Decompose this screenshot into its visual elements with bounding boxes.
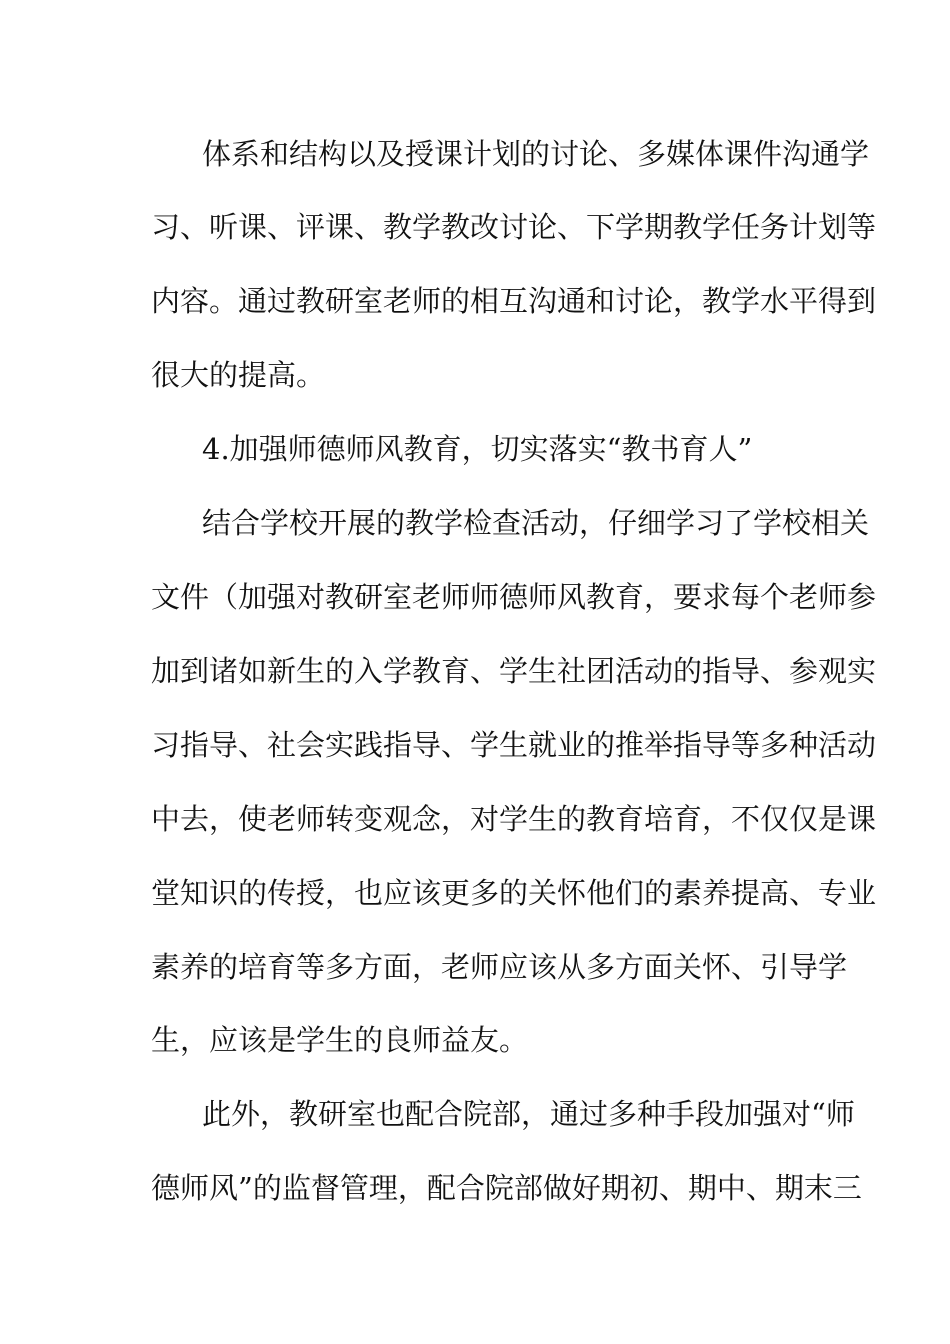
text-line: 加到诸如新生的入学教育、学生社团活动的指导、参观实 xyxy=(151,654,877,688)
section-heading: 4.加强师德师风教育，切实落实“教书育人” xyxy=(202,432,753,466)
text-line: 中去，使老师转变观念，对学生的教育培育，不仅仅是课 xyxy=(151,802,877,836)
text-line: 此外，教研室也配合院部，通过多种手段加强对“师 xyxy=(202,1097,855,1131)
text-line: 习指导、社会实践指导、学生就业的推举指导等多种活动 xyxy=(151,728,877,762)
text-line: 德师风”的监督管理，配合院部做好期初、期中、期末三 xyxy=(151,1171,862,1205)
text-line: 结合学校开展的教学检查活动，仔细学习了学校相关 xyxy=(202,506,870,540)
text-line: 很大的提高。 xyxy=(151,358,326,392)
text-line: 习、听课、评课、教学教改讨论、下学期教学任务计划等 xyxy=(151,210,877,244)
text-line: 素养的培育等多方面，老师应该从多方面关怀、引导学 xyxy=(151,950,848,984)
text-line: 生，应该是学生的良师益友。 xyxy=(151,1023,529,1057)
text-line: 堂知识的传授，也应该更多的关怀他们的素养提高、专业 xyxy=(151,876,877,910)
text-line: 内容。通过教研室老师的相互沟通和讨论，教学水平得到 xyxy=(151,284,877,318)
text-line: 体系和结构以及授课计划的讨论、多媒体课件沟通学 xyxy=(202,137,870,171)
text-line: 文件（加强对教研室老师师德师风教育，要求每个老师参 xyxy=(151,580,877,614)
